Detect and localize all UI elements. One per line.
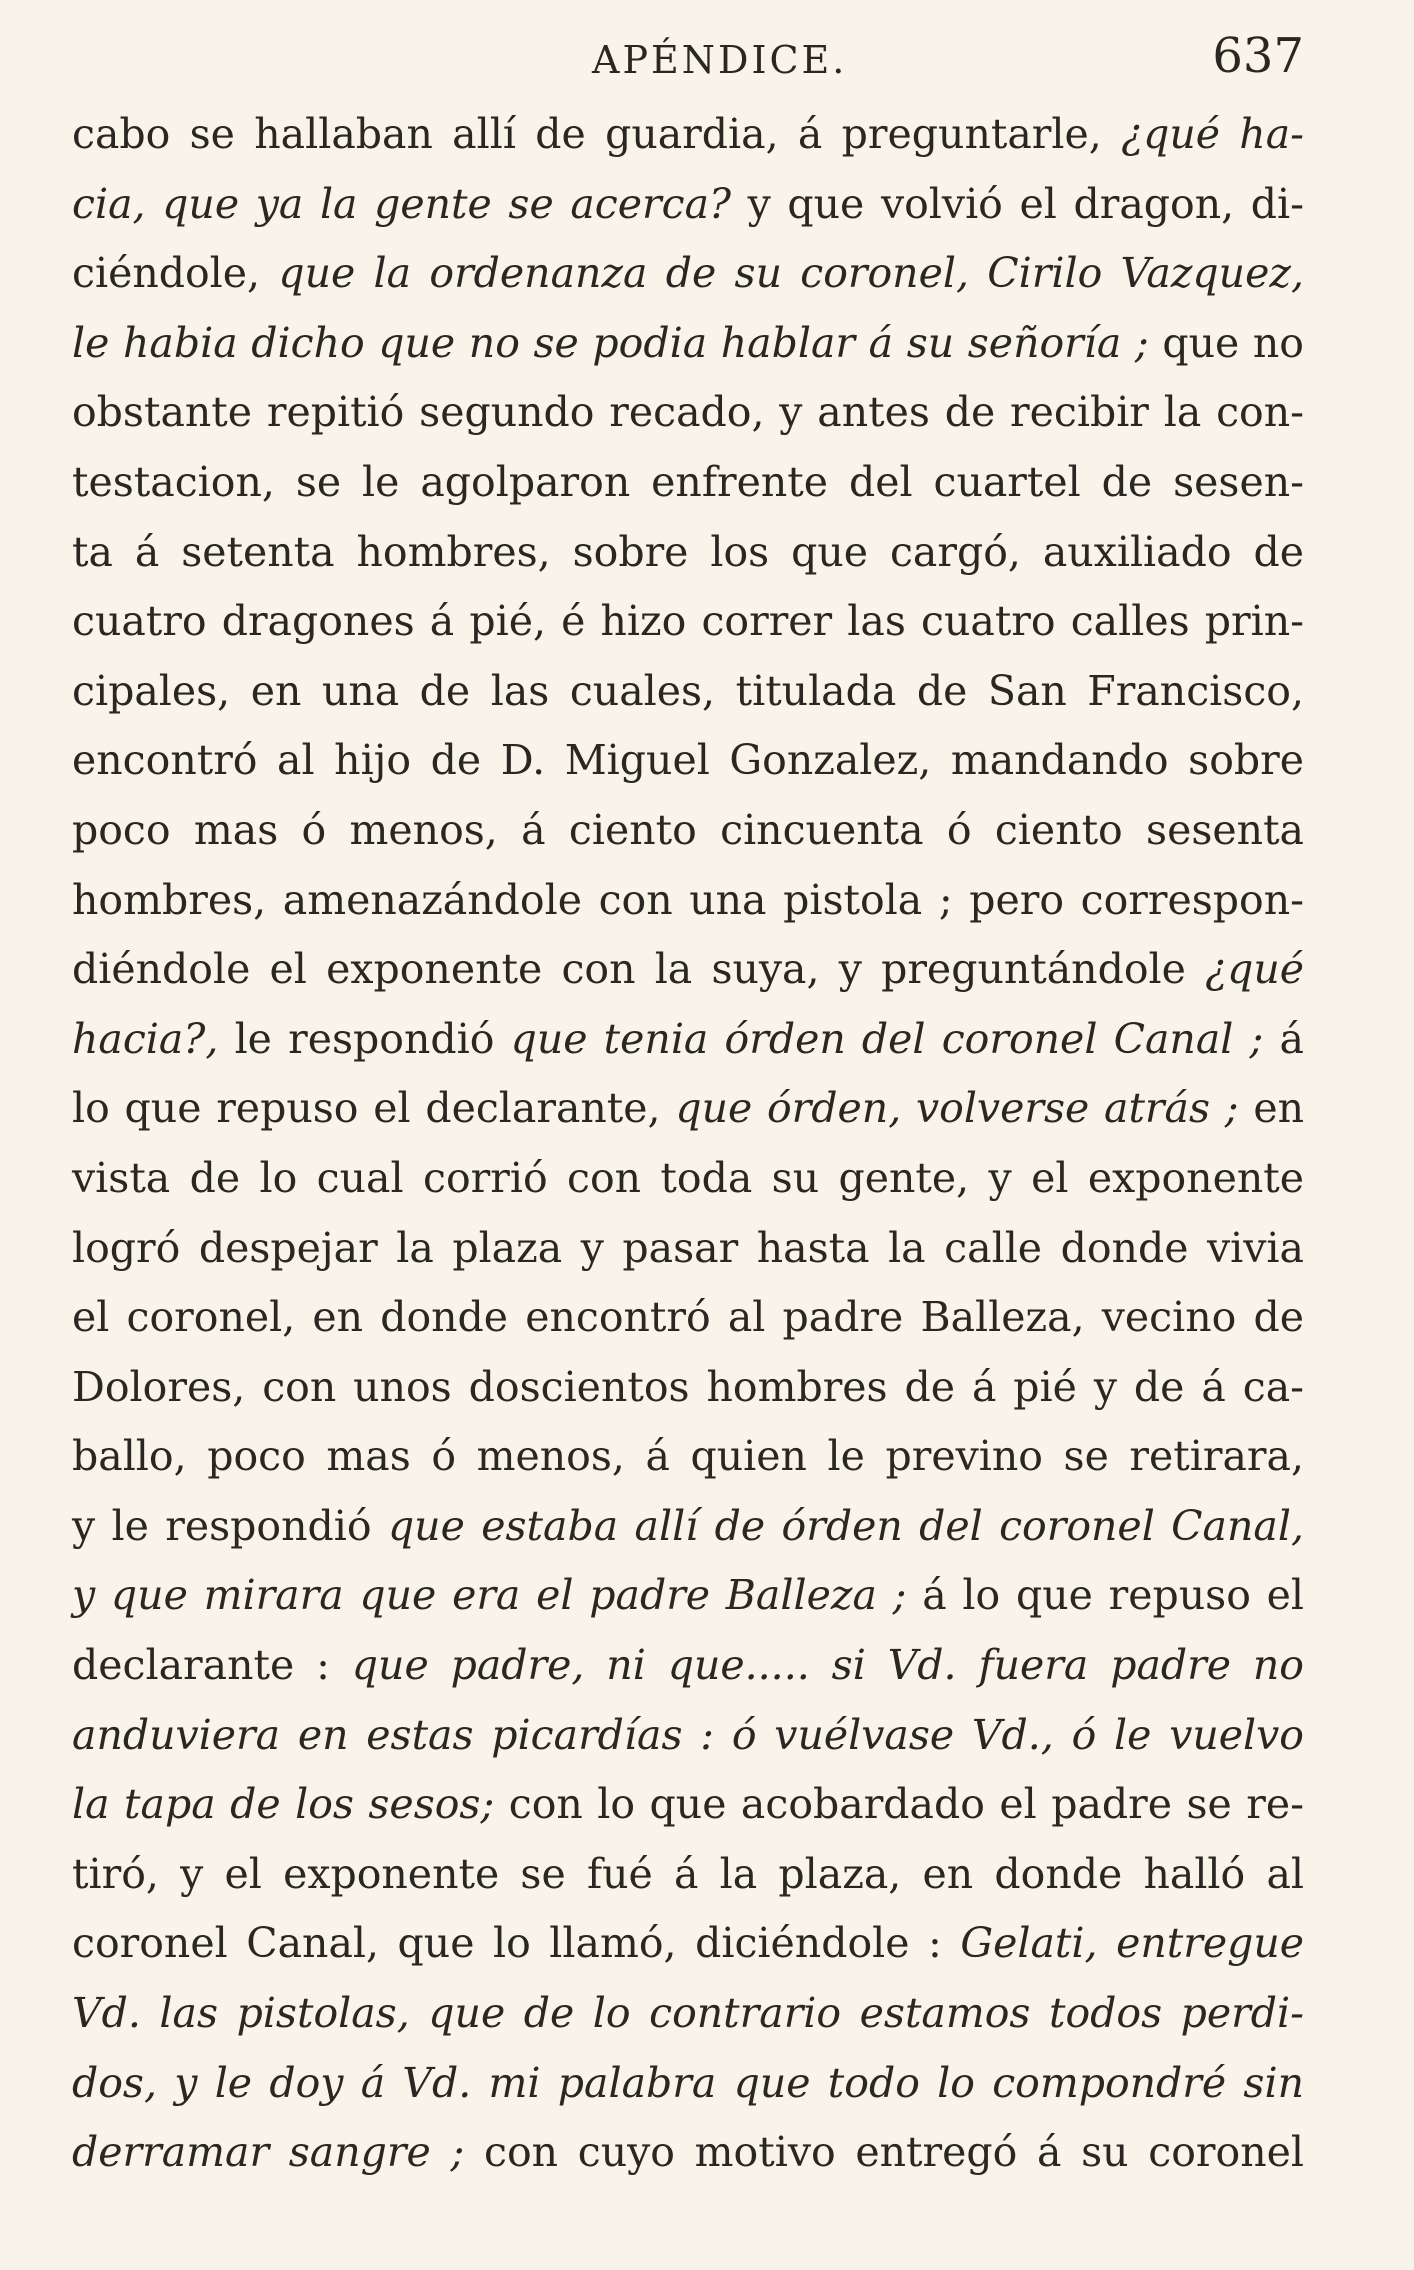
text-line (72, 1074, 1304, 1144)
text-line (72, 935, 1304, 1005)
text-line (72, 1561, 1304, 1631)
italic-text-segment: que estaba allí de órden del coronel Canal, (387, 1501, 1304, 1550)
text-segment: encontró al hijo de D. Miguel Gonzalez, mandando sobre (72, 736, 1304, 785)
text-line (72, 309, 1304, 379)
text-segment: y que volvió el dragon, di- (731, 179, 1304, 228)
italic-text-segment: que la ordenanza de su coronel, Cirilo Vazquez, (278, 249, 1304, 298)
text-line (72, 657, 1304, 727)
italic-text-segment: la tapa de los sesos; (72, 1780, 495, 1829)
text-segment: diéndole el exponente con la suya, y preguntándole (72, 945, 1206, 994)
italic-text-segment: anduviera en estas picardías : ó vuélvase Vd., ó le vuelvo (72, 1710, 1304, 1759)
text-line (72, 1005, 1304, 1075)
text-line (72, 1422, 1304, 1492)
text-segment: con cuyo motivo entregó á su coronel (464, 2128, 1304, 2177)
italic-text-segment: que órden, volverse atrás ; (675, 1084, 1239, 1133)
italic-text-segment: y que mirara que era el padre Balleza ; (72, 1571, 907, 1620)
page-header (72, 28, 1304, 88)
text-segment: cipales, en una de las cuales, titulada de San Francisco, (72, 666, 1304, 715)
text-line (72, 100, 1304, 170)
text-segment: testacion, se le agolparon enfrente del cuartel de sesen- (72, 457, 1304, 506)
text-line (72, 1353, 1304, 1423)
italic-text-segment: derramar sangre ; (72, 2128, 465, 2177)
text-line (72, 239, 1304, 309)
text-line (72, 448, 1304, 518)
text-line (72, 796, 1304, 866)
text-line (72, 866, 1304, 936)
italic-text-segment: le habia dicho que no se podia hablar á su señoría ; (72, 318, 1149, 367)
italic-text-segment: cia, que ya la gente se acerca? (72, 179, 731, 228)
italic-text-segment: hacia?, (72, 1014, 219, 1063)
text-line (72, 518, 1304, 588)
italic-text-segment: dos, y le doy á Vd. mi palabra que todo lo compondré sin (72, 2058, 1304, 2107)
body-text (72, 100, 1304, 2188)
text-segment: hombres, amenazándole con una pistola ; pero correspon- (72, 875, 1304, 924)
italic-text-segment: que tenia órden del coronel Canal ; (510, 1014, 1264, 1063)
italic-text-segment: ¿qué (1205, 945, 1304, 994)
text-line (72, 378, 1304, 448)
text-segment: coronel Canal, que lo llamó, diciéndole : (72, 1919, 961, 1968)
text-segment: que no (1148, 318, 1304, 367)
text-line (72, 1214, 1304, 1284)
text-segment: á (1263, 1014, 1304, 1063)
text-line (72, 1492, 1304, 1562)
text-segment: logró despejar la plaza y pasar hasta la calle donde vivia (72, 1223, 1304, 1272)
text-segment: con lo que acobardado el padre se re- (494, 1780, 1304, 1829)
text-segment: Dolores, con unos doscientos hombres de á pié y de á ca- (72, 1362, 1304, 1411)
text-segment: el coronel, en donde encontró al padre Balleza, vecino de (72, 1293, 1304, 1342)
text-line (72, 1144, 1304, 1214)
text-segment: y le respondió (72, 1501, 388, 1550)
text-segment: cuatro dragones á pié, é hizo correr las cuatro calles prin- (72, 597, 1304, 646)
text-line (72, 1701, 1304, 1771)
text-line (72, 1909, 1304, 1979)
text-line (72, 2049, 1304, 2119)
text-segment: cabo se hallaban allí de guardia, á preguntarle, (72, 110, 1122, 158)
italic-text-segment: Vd. las pistolas, que de lo contrario estamos todos perdi- (72, 1989, 1304, 2038)
text-segment: obstante repitió segundo recado, y antes de recibir la con- (72, 388, 1304, 437)
text-line (72, 170, 1304, 240)
text-segment: en (1238, 1084, 1304, 1133)
text-segment: ciéndole, (72, 249, 279, 298)
italic-text-segment: ¿qué ha- (1121, 110, 1305, 158)
text-line (72, 1631, 1304, 1701)
text-segment: declarante : (72, 1641, 352, 1690)
text-line (72, 1979, 1304, 2049)
text-segment: le respondió (218, 1014, 511, 1063)
text-line (72, 2118, 1304, 2188)
text-segment: lo que repuso el declarante, (72, 1084, 676, 1133)
text-segment: á lo que repuso el (906, 1571, 1305, 1620)
text-line (72, 726, 1304, 796)
text-segment: tiró, y el exponente se fué á la plaza, en donde halló al (72, 1849, 1304, 1898)
text-segment: ta á setenta hombres, sobre los que cargó, auxiliado de (72, 527, 1304, 576)
text-segment: poco mas ó menos, á ciento cincuenta ó ciento sesenta (72, 805, 1304, 854)
page-number: 637 (1212, 28, 1304, 84)
text-line (72, 1770, 1304, 1840)
text-segment: ballo, poco mas ó menos, á quien le previno se retirara, (72, 1432, 1304, 1481)
italic-text-segment: Gelati, entregue (960, 1919, 1304, 1968)
text-line (72, 1283, 1304, 1353)
text-line (72, 587, 1304, 657)
italic-text-segment: que padre, ni que..... si Vd. fuera padre no (351, 1641, 1304, 1690)
running-title: APÉNDICE. (592, 38, 848, 82)
text-line (72, 1840, 1304, 1910)
text-segment: vista de lo cual corrió con toda su gente, y el exponente (72, 1153, 1304, 1202)
